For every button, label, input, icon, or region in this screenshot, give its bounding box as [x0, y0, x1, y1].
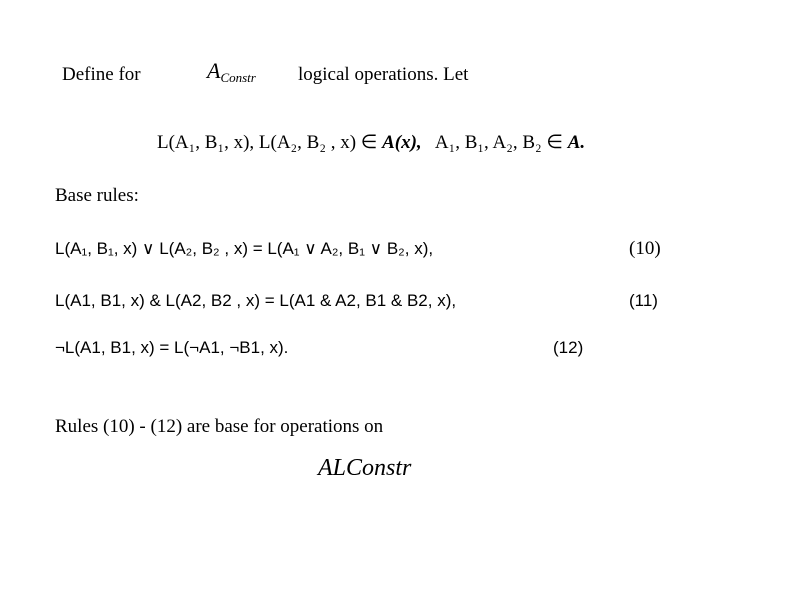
rule-12-number: (12)	[553, 338, 584, 357]
premise-members: A₁, B₁, A₂, B₂ ∈	[421, 132, 568, 153]
premise-set-expr: A(x),	[382, 132, 422, 153]
premise-text: L(A₁, B₁, x), L(A₂, B₂ , x) ∈	[157, 132, 383, 153]
a-constr-sub: Constr	[220, 70, 256, 85]
rule-11-formula: L(A1, B1, x) & L(A2, B2 , x) = L(A1 & A2, B1 & B2, x),	[55, 291, 457, 310]
rule-10-formula: L(A₁, B₁, x) ∨ L(A₂, B₂ , x) = L(A₁ ∨ A₂, B₁ ∨ B₂, x),	[55, 239, 434, 258]
a-constr-main: A	[207, 58, 221, 83]
a-constr-symbol	[207, 58, 256, 85]
intro-text-after: logical operations. Let	[298, 64, 469, 85]
base-rules-heading: Base rules:	[55, 185, 139, 206]
premise-line	[157, 133, 585, 152]
rule-10-number: (10)	[629, 238, 661, 259]
intro-text-before: Define for	[62, 64, 141, 85]
conclusion-text: Rules (10) - (12) are base for operations on	[55, 416, 384, 437]
premise-set: A.	[567, 132, 586, 153]
rule-12-formula: ¬L(A1, B1, x) = L(¬A1, ¬B1, x).	[55, 338, 289, 357]
al-constr-symbol: ALConstr	[318, 455, 412, 481]
rule-11-number: (11)	[629, 291, 658, 310]
